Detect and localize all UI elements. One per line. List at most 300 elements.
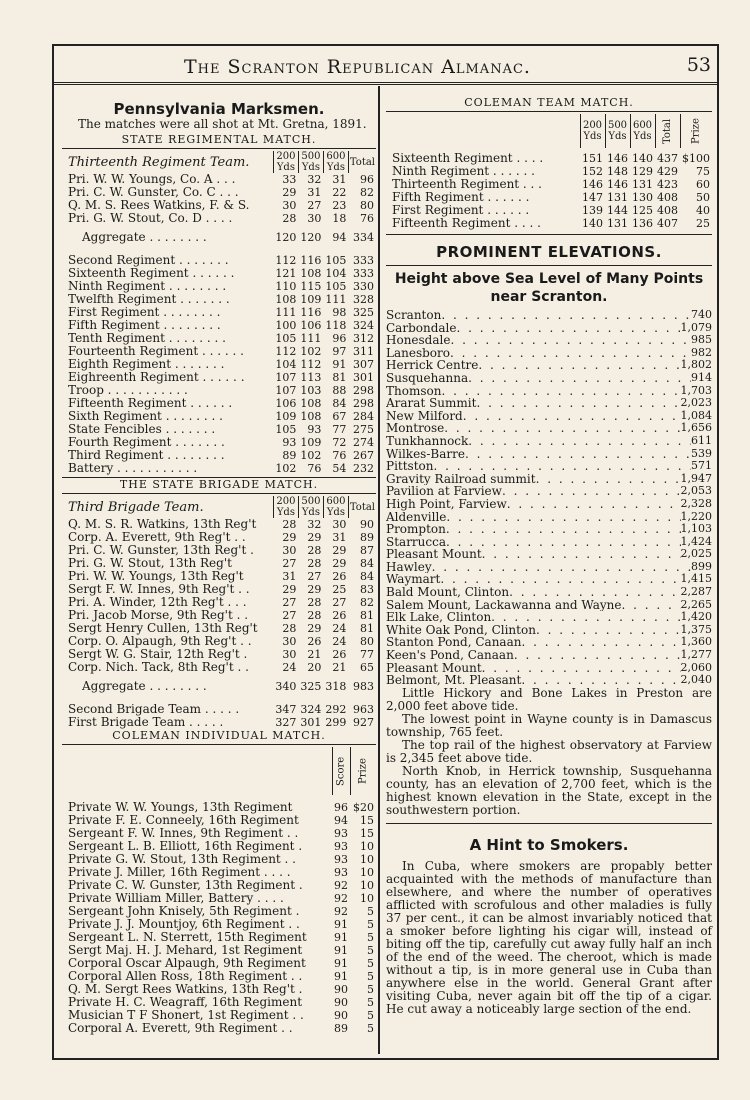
list-item bbox=[386, 322, 712, 335]
row-value-s: 91 bbox=[334, 931, 348, 944]
table-row bbox=[62, 544, 376, 557]
row-name: Sergeant F. W. Innes, 9th Regiment . . bbox=[68, 827, 299, 840]
aggregate-row bbox=[62, 674, 376, 699]
third-brigade-rows bbox=[62, 518, 376, 674]
row-value-t: 65 bbox=[360, 661, 374, 674]
elevations-notes bbox=[386, 687, 712, 817]
row-name: Sixteenth Regiment . . . . . . bbox=[68, 267, 235, 280]
leader-dots bbox=[468, 372, 691, 385]
elevation-place: Waymart bbox=[386, 573, 441, 587]
row-value-p: 5 bbox=[367, 957, 374, 970]
list-item bbox=[386, 674, 712, 687]
rule bbox=[62, 493, 376, 494]
elevations-subtitle: Height above Sea Level of Many Points near Scranton. bbox=[394, 271, 704, 305]
row-value-t: 84 bbox=[360, 570, 374, 583]
row-value-p: 5 bbox=[367, 944, 374, 957]
row-value-s: 92 bbox=[334, 892, 348, 905]
rule bbox=[386, 111, 712, 112]
leader-dots bbox=[456, 322, 680, 335]
leader-dots bbox=[446, 511, 680, 524]
table-row bbox=[62, 648, 376, 661]
row-value-b: 106 bbox=[300, 319, 322, 332]
row-value-t: 330 bbox=[353, 280, 374, 293]
row-value-a: 104 bbox=[275, 358, 297, 371]
row-value-b: 116 bbox=[300, 254, 322, 267]
row-name: Thirteenth Regiment . . . bbox=[392, 178, 542, 191]
individual-header-blank bbox=[62, 747, 332, 795]
leader-dots bbox=[521, 674, 680, 687]
row-value-b: 131 bbox=[607, 191, 628, 204]
table-row bbox=[62, 622, 376, 635]
leader-dots bbox=[536, 473, 681, 486]
elevation-place: Keen's Pond, Canaan bbox=[386, 649, 514, 662]
list-item bbox=[386, 536, 712, 549]
table-row bbox=[62, 840, 376, 853]
row-value-c: 118 bbox=[325, 319, 347, 332]
row-name: Sixteenth Regiment . . . . bbox=[392, 151, 544, 165]
list-item bbox=[386, 397, 712, 410]
row-value-s: 91 bbox=[334, 970, 348, 983]
row-value-a: 107 bbox=[275, 384, 297, 397]
row-value-b: 27 bbox=[307, 570, 322, 583]
col-header-600: 600 Yds bbox=[323, 496, 348, 518]
row-name: Third Regiment . . . . . . . . bbox=[68, 449, 225, 462]
table-row bbox=[62, 1022, 376, 1035]
row-value-b: 324 bbox=[300, 703, 322, 716]
row-value-c: 76 bbox=[332, 449, 347, 462]
table-row bbox=[62, 371, 376, 384]
aggregate-500: 325 bbox=[300, 680, 322, 693]
row-value-c: 72 bbox=[332, 436, 347, 449]
individual-rows bbox=[62, 795, 376, 1035]
list-item bbox=[386, 636, 712, 649]
elevations-title: PROMINENT ELEVATIONS. bbox=[436, 243, 662, 261]
row-value-b: 31 bbox=[307, 186, 322, 199]
table-row bbox=[62, 699, 376, 716]
row-name: Sergt Maj. H. J. Mehard, 1st Regiment bbox=[68, 944, 303, 957]
row-value-a: 109 bbox=[275, 410, 297, 423]
row-value-a: 105 bbox=[275, 423, 297, 436]
leader-dots bbox=[476, 397, 680, 410]
table-row bbox=[62, 1009, 376, 1022]
table-row bbox=[62, 635, 376, 648]
row-value-a: 93 bbox=[282, 436, 297, 449]
row-value-a: 111 bbox=[275, 306, 297, 319]
elevation-value: 2,287 bbox=[680, 586, 712, 599]
leader-dots bbox=[440, 573, 680, 586]
row-value-a: 28 bbox=[282, 212, 297, 225]
row-value-p: $100 bbox=[682, 152, 710, 165]
elevation-value: 2,040 bbox=[680, 674, 712, 687]
row-value-s: 89 bbox=[334, 1022, 348, 1035]
leader-dots bbox=[514, 649, 681, 662]
col-header-total: Total bbox=[655, 114, 680, 148]
row-value-p: 5 bbox=[367, 1022, 374, 1035]
table-row bbox=[62, 866, 376, 879]
col-header-500: 500 Yds bbox=[298, 496, 323, 518]
row-value-c: 129 bbox=[632, 165, 653, 178]
row-value-a: 105 bbox=[275, 332, 297, 345]
row-name: Fifth Regiment . . . . . . bbox=[392, 191, 530, 204]
elevation-place: Thomson bbox=[386, 384, 442, 398]
elevation-place: High Point, Farview bbox=[386, 497, 507, 511]
elevation-note: North Knob, in Herrick township, Susquehanna county, has an elevation of 2,700 feet, which is the highest known elevation in the State, except in the southwestern portion. bbox=[386, 763, 712, 817]
row-name: Ninth Regiment . . . . . . . . bbox=[68, 280, 227, 293]
elevation-place: Herrick Centre bbox=[386, 359, 479, 372]
leader-dots bbox=[450, 334, 691, 347]
leader-dots bbox=[446, 523, 681, 536]
row-name: Pri. G. W. Stout, 13th Reg't bbox=[68, 557, 232, 570]
row-name: Sergeant L. N. Sterrett, 15th Regiment bbox=[68, 931, 307, 944]
row-name: Pri. C. W. Gunster, Co. C . . . bbox=[68, 186, 239, 199]
table-row bbox=[386, 148, 712, 165]
elevation-place: Montrose bbox=[386, 422, 445, 435]
row-value-p: 25 bbox=[696, 217, 710, 230]
table-row bbox=[62, 462, 376, 475]
table-row bbox=[62, 892, 376, 905]
list-item bbox=[386, 498, 712, 511]
row-value-p: 5 bbox=[367, 1009, 374, 1022]
table-row bbox=[62, 384, 376, 397]
elevation-value: 982 bbox=[691, 346, 712, 359]
regiment-rows bbox=[62, 250, 376, 475]
row-name: Private J. Miller, 16th Regiment . . . . bbox=[68, 866, 291, 879]
coleman-team-table bbox=[386, 114, 712, 230]
row-name: Fifteenth Regiment . . . . bbox=[392, 217, 541, 230]
row-name: Fourteenth Regiment . . . . . . bbox=[68, 345, 244, 358]
aggregate-total: 334 bbox=[353, 231, 374, 244]
table-row bbox=[62, 827, 376, 840]
elevation-place: Honesdale bbox=[386, 334, 451, 347]
table-row bbox=[62, 596, 376, 609]
page-title: The Scranton Republican Almanac. bbox=[184, 56, 531, 78]
elevation-value: 1,947 bbox=[680, 472, 712, 485]
elevation-place: Scranton bbox=[386, 309, 442, 322]
row-value-b: 301 bbox=[300, 716, 322, 729]
almanac-page bbox=[52, 44, 719, 1060]
row-name: Pri. W. W. Youngs, Co. A . . . bbox=[68, 173, 236, 186]
row-value-a: 147 bbox=[582, 191, 603, 204]
table-row bbox=[62, 661, 376, 674]
row-value-b: 28 bbox=[307, 596, 322, 609]
row-value-c: 67 bbox=[332, 410, 347, 423]
leader-dots bbox=[450, 347, 691, 360]
row-value-c: 24 bbox=[332, 635, 347, 648]
row-value-p: 10 bbox=[360, 879, 374, 892]
elevation-place: Gravity Railroad summit bbox=[386, 472, 536, 486]
third-brigade-table bbox=[62, 496, 376, 729]
elevation-place: Salem Mount, Lackawanna and Wayne bbox=[386, 598, 622, 612]
table-row bbox=[62, 212, 376, 225]
row-value-p: 5 bbox=[367, 905, 374, 918]
leader-dots bbox=[468, 435, 691, 448]
row-value-c: 104 bbox=[325, 267, 347, 280]
row-name: Corp. A. Everett, 9th Reg't . . bbox=[68, 531, 246, 544]
row-value-p: 5 bbox=[367, 983, 374, 996]
elevation-place: Pittston bbox=[386, 460, 434, 473]
row-value-t: 298 bbox=[353, 397, 374, 410]
list-item bbox=[386, 422, 712, 435]
leader-dots bbox=[444, 422, 680, 435]
row-value-t: 81 bbox=[360, 622, 374, 635]
list-item bbox=[386, 511, 712, 524]
row-value-s: 90 bbox=[334, 983, 348, 996]
col-header-200: 200 Yds bbox=[273, 151, 298, 173]
leader-dots bbox=[482, 662, 681, 675]
row-value-c: 25 bbox=[332, 583, 347, 596]
page-header bbox=[54, 46, 717, 85]
leader-dots bbox=[507, 498, 681, 511]
elevation-place: Hawley bbox=[386, 560, 432, 574]
list-item bbox=[386, 485, 712, 498]
row-value-t: 408 bbox=[657, 191, 678, 204]
row-value-c: 27 bbox=[332, 596, 347, 609]
row-value-a: 27 bbox=[282, 557, 297, 570]
row-value-a: 30 bbox=[282, 648, 297, 661]
leader-dots bbox=[521, 636, 680, 649]
list-item bbox=[386, 372, 712, 385]
elevation-value: 1,415 bbox=[680, 573, 712, 586]
row-value-c: 23 bbox=[332, 199, 347, 212]
row-value-t: 76 bbox=[360, 212, 374, 225]
elevation-value: 1,220 bbox=[680, 510, 712, 523]
row-value-c: 136 bbox=[632, 217, 653, 230]
row-name: Sergt F. W. Innes, 9th Reg't . . bbox=[68, 583, 250, 596]
table-row bbox=[62, 358, 376, 371]
leader-dots bbox=[463, 410, 681, 423]
row-value-s: 93 bbox=[334, 827, 348, 840]
list-item bbox=[386, 561, 712, 574]
row-value-c: 88 bbox=[332, 384, 347, 397]
list-item bbox=[386, 523, 712, 536]
table-row bbox=[62, 609, 376, 622]
coleman-team-rows bbox=[386, 148, 712, 230]
row-value-s: 92 bbox=[334, 879, 348, 892]
row-value-s: 96 bbox=[334, 801, 348, 814]
elevation-value: 2,060 bbox=[680, 661, 712, 674]
row-value-t: 429 bbox=[657, 165, 678, 178]
row-value-c: 54 bbox=[332, 462, 347, 475]
row-value-b: 26 bbox=[307, 635, 322, 648]
row-value-t: 333 bbox=[353, 267, 374, 280]
row-value-t: 81 bbox=[360, 609, 374, 622]
right-column bbox=[386, 90, 712, 1016]
row-value-b: 113 bbox=[300, 371, 322, 384]
table-row bbox=[62, 345, 376, 358]
row-value-b: 76 bbox=[307, 462, 322, 475]
table-row bbox=[62, 319, 376, 332]
elevation-value: 985 bbox=[691, 334, 712, 347]
row-value-t: 275 bbox=[353, 423, 374, 436]
row-value-b: 27 bbox=[307, 199, 322, 212]
row-name: Second Regiment . . . . . . . bbox=[68, 253, 229, 267]
row-value-b: 108 bbox=[300, 397, 322, 410]
row-value-s: 90 bbox=[334, 996, 348, 1009]
row-name: Eighth Regiment . . . . . . . bbox=[68, 358, 225, 371]
row-value-a: 28 bbox=[282, 622, 297, 635]
row-value-a: 28 bbox=[282, 518, 297, 531]
row-name: Corporal Allen Ross, 18th Regiment . . bbox=[68, 970, 303, 983]
table-row bbox=[62, 970, 376, 983]
row-value-c: 96 bbox=[332, 332, 347, 345]
row-value-s: 94 bbox=[334, 814, 348, 827]
aggregate-500: 120 bbox=[300, 231, 322, 244]
table-row bbox=[62, 186, 376, 199]
row-value-b: 29 bbox=[307, 583, 322, 596]
table-row bbox=[62, 814, 376, 827]
table-row bbox=[62, 957, 376, 970]
coleman-individual-table bbox=[62, 747, 376, 1035]
row-value-c: 130 bbox=[632, 191, 653, 204]
row-value-a: 30 bbox=[282, 199, 297, 212]
row-name: Tenth Regiment . . . . . . . . bbox=[68, 332, 226, 345]
table-row bbox=[62, 423, 376, 436]
leader-dots bbox=[446, 536, 681, 549]
row-value-t: 312 bbox=[353, 332, 374, 345]
row-value-a: 29 bbox=[282, 531, 297, 544]
row-value-t: 307 bbox=[353, 358, 374, 371]
table-row bbox=[62, 918, 376, 931]
row-name: Corp. Nich. Tack, 8th Reg't . . bbox=[68, 661, 249, 674]
coleman-team-header-blank bbox=[386, 114, 580, 148]
row-name: Twelfth Regiment . . . . . . . bbox=[68, 293, 230, 306]
table-row bbox=[386, 191, 712, 204]
row-name: State Fencibles . . . . . . . bbox=[68, 423, 216, 436]
row-name: Musician T F Shonert, 1st Regiment . . bbox=[68, 1009, 304, 1022]
row-value-p: 10 bbox=[360, 892, 374, 905]
elevation-value: 2,023 bbox=[680, 397, 712, 410]
elevation-place: Stanton Pond, Canaan bbox=[386, 636, 522, 650]
smokers-title: A Hint to Smokers. bbox=[469, 835, 629, 854]
row-value-t: 77 bbox=[360, 648, 374, 661]
leader-dots bbox=[441, 385, 680, 398]
row-value-t: 96 bbox=[360, 173, 374, 186]
row-name: Q. M. S. Rees Watkins, F. & S. bbox=[68, 199, 250, 212]
list-item bbox=[386, 611, 712, 624]
row-value-a: 110 bbox=[275, 280, 297, 293]
leader-dots bbox=[434, 460, 692, 473]
row-value-a: 327 bbox=[275, 716, 297, 729]
elevation-value: 1,703 bbox=[680, 384, 712, 397]
row-value-t: 80 bbox=[360, 635, 374, 648]
rule bbox=[62, 148, 376, 149]
elevation-value: 571 bbox=[691, 460, 712, 473]
row-value-a: 347 bbox=[275, 703, 297, 716]
table-header-row bbox=[62, 151, 376, 173]
row-name: Battery . . . . . . . . . . . bbox=[68, 462, 198, 475]
row-value-t: 267 bbox=[353, 449, 374, 462]
row-value-b: 108 bbox=[300, 410, 322, 423]
table-header-row bbox=[62, 747, 376, 795]
team-title: Third Brigade Team. bbox=[68, 499, 204, 515]
row-value-b: 146 bbox=[607, 152, 628, 165]
row-name: Private William Miller, Battery . . . . bbox=[68, 892, 284, 905]
table-row bbox=[62, 795, 376, 814]
row-value-s: 91 bbox=[334, 944, 348, 957]
elevation-place: Bald Mount, Clinton bbox=[386, 586, 510, 599]
row-value-t: 407 bbox=[657, 217, 678, 230]
elevation-place: Aldenville bbox=[386, 510, 447, 524]
row-value-c: 299 bbox=[325, 716, 347, 729]
elevation-value: 2,025 bbox=[680, 548, 712, 561]
table-row bbox=[62, 280, 376, 293]
col-header-200: 200 Yds bbox=[273, 496, 298, 518]
row-value-b: 103 bbox=[300, 384, 322, 397]
elevation-value: 1,375 bbox=[680, 623, 712, 636]
table-row bbox=[62, 983, 376, 996]
leader-dots bbox=[441, 309, 691, 322]
elevation-value: 1,103 bbox=[680, 523, 712, 536]
row-value-a: 121 bbox=[275, 267, 297, 280]
row-value-c: 84 bbox=[332, 397, 347, 410]
table-row bbox=[386, 178, 712, 191]
row-value-c: 292 bbox=[325, 703, 347, 716]
row-name: Pri. C. W. Gunster, 13th Reg't . bbox=[68, 544, 254, 557]
col-header-500: 500 Yds bbox=[298, 151, 323, 173]
row-value-t: 87 bbox=[360, 544, 374, 557]
team-title: Thirteenth Regiment Team. bbox=[68, 154, 250, 170]
elevation-value: 1,277 bbox=[680, 649, 712, 662]
row-value-b: 102 bbox=[300, 449, 322, 462]
row-name: Sergeant John Knisely, 5th Regiment . bbox=[68, 905, 300, 918]
elevation-value: 2,053 bbox=[680, 485, 712, 498]
elevation-note: The lowest point in Wayne county is in Damascus township, 765 feet. bbox=[386, 711, 712, 739]
row-name: Corp. O. Alpaugh, 9th Reg't . . bbox=[68, 635, 252, 648]
row-value-b: 146 bbox=[607, 178, 628, 191]
table-row bbox=[62, 996, 376, 1009]
table-row bbox=[62, 410, 376, 423]
elevations-list bbox=[386, 309, 712, 687]
list-item bbox=[386, 448, 712, 461]
row-value-p: $20 bbox=[353, 801, 374, 814]
row-value-a: 108 bbox=[275, 293, 297, 306]
row-value-b: 109 bbox=[300, 436, 322, 449]
col-header-600: 600 Yds bbox=[630, 114, 655, 148]
leader-dots bbox=[536, 624, 681, 637]
table-row bbox=[62, 531, 376, 544]
elevation-value: 2,328 bbox=[680, 497, 712, 510]
table-row bbox=[62, 173, 376, 186]
row-value-c: 22 bbox=[332, 186, 347, 199]
elevation-place: Belmont, Mt. Pleasant bbox=[386, 674, 522, 687]
row-value-a: 146 bbox=[582, 178, 603, 191]
leader-dots bbox=[478, 359, 680, 372]
table-row bbox=[62, 570, 376, 583]
row-value-a: 30 bbox=[282, 635, 297, 648]
row-value-s: 93 bbox=[334, 840, 348, 853]
leader-dots bbox=[621, 599, 680, 612]
table-row bbox=[62, 583, 376, 596]
row-value-c: 111 bbox=[325, 293, 347, 306]
elevation-place: Starrucca bbox=[386, 535, 446, 549]
table-header-row bbox=[62, 496, 376, 518]
row-value-t: 311 bbox=[353, 345, 374, 358]
list-item bbox=[386, 460, 712, 473]
table-row bbox=[62, 557, 376, 570]
list-item bbox=[386, 599, 712, 612]
list-item bbox=[386, 586, 712, 599]
table-row bbox=[62, 905, 376, 918]
row-name: Sixth Regiment . . . . . . . . bbox=[68, 410, 223, 423]
row-value-t: 325 bbox=[353, 306, 374, 319]
table-row bbox=[62, 879, 376, 892]
row-value-c: 105 bbox=[325, 254, 347, 267]
elevation-value: 1,360 bbox=[680, 636, 712, 649]
row-value-s: 92 bbox=[334, 905, 348, 918]
row-value-a: 112 bbox=[275, 254, 297, 267]
list-item bbox=[386, 435, 712, 448]
elevation-value: 1,802 bbox=[680, 359, 712, 372]
